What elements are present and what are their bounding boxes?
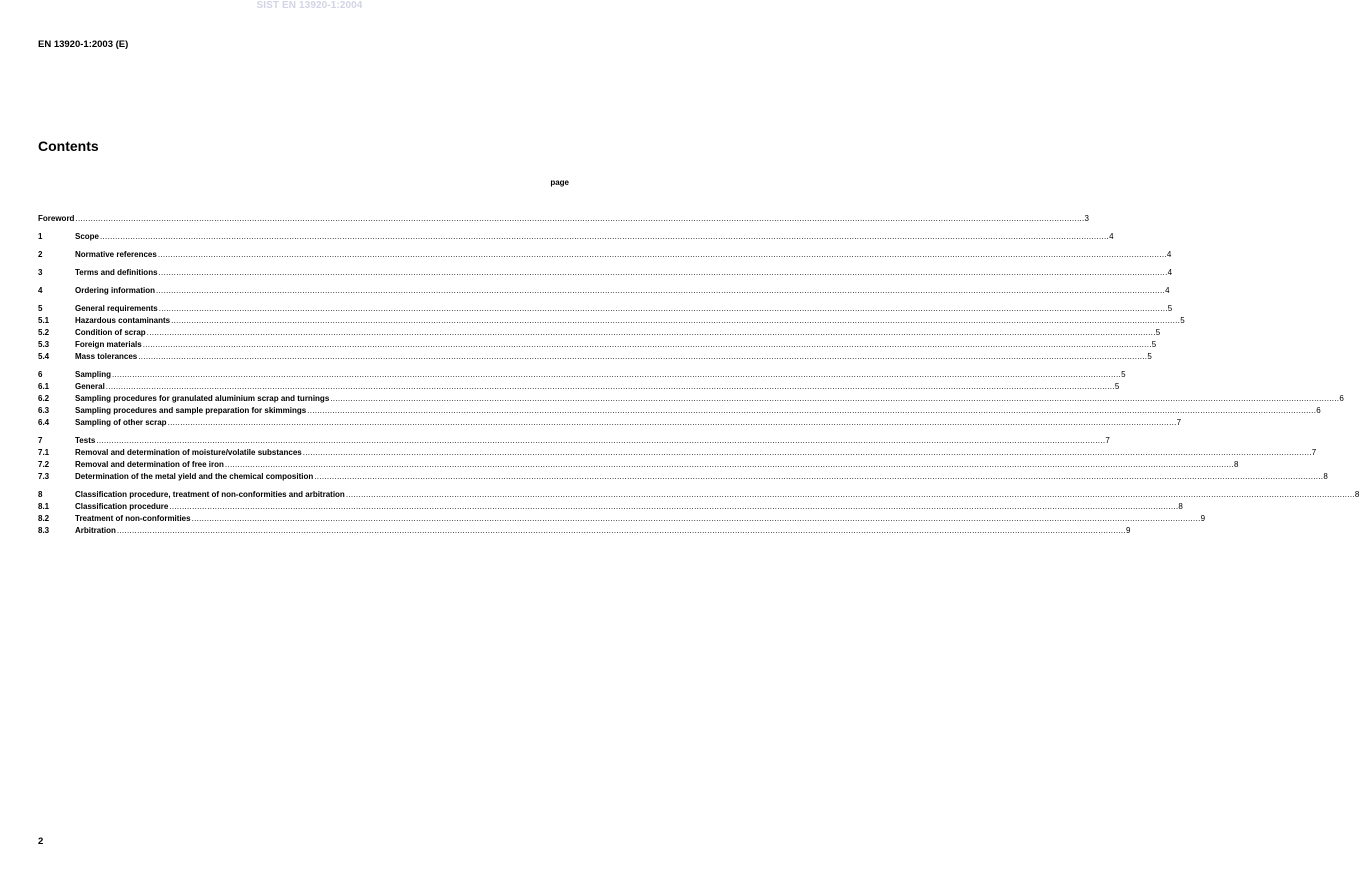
toc-entry-page: 3 bbox=[1084, 214, 1089, 223]
toc-entry[interactable] bbox=[38, 501, 1183, 513]
toc-entry-number: 1 bbox=[38, 232, 43, 241]
toc-entry-line bbox=[75, 315, 1185, 327]
dot-leader: ................................................................................................................................................................................................................................................................................................................................................................................................................ bbox=[224, 460, 1234, 469]
toc-entry-number: 8.1 bbox=[38, 502, 50, 511]
dot-leader: ................................................................................................................................................................................................................................................................................................................................................................................................................ bbox=[105, 382, 1115, 391]
toc-entry-page: 8 bbox=[1233, 460, 1239, 469]
toc-entry-page: 5 bbox=[1180, 316, 1185, 325]
toc-entry-title: Ordering information bbox=[75, 286, 155, 295]
toc-entry[interactable] bbox=[38, 459, 1239, 471]
toc-entry-page: 8 bbox=[1354, 490, 1359, 499]
toc-entry[interactable] bbox=[38, 327, 1161, 339]
toc-entry[interactable] bbox=[38, 351, 1152, 363]
toc-entry-number: 6.3 bbox=[38, 406, 50, 415]
toc-entry[interactable] bbox=[38, 303, 1173, 315]
toc-entry-number: 8.3 bbox=[38, 526, 50, 535]
toc-entry[interactable] bbox=[38, 405, 1321, 417]
toc-entry-line bbox=[75, 339, 1157, 351]
page-column-label: page bbox=[550, 178, 569, 187]
dot-leader: ................................................................................................................................................................................................................................................................................................................................................................................................................ bbox=[167, 418, 1177, 427]
toc-entry-line bbox=[75, 231, 1114, 243]
toc-entry-line bbox=[75, 285, 1170, 297]
toc-entry-line bbox=[38, 213, 1089, 225]
toc-entry[interactable] bbox=[38, 315, 1185, 327]
toc-entry[interactable] bbox=[38, 435, 1110, 447]
toc-entry-number: 6.4 bbox=[38, 418, 50, 427]
toc-entry[interactable] bbox=[38, 513, 1206, 525]
toc-entry-title: Sampling procedures for granulated aluminium scrap and turnings bbox=[75, 394, 330, 403]
toc-entry-line bbox=[75, 249, 1172, 261]
toc-entry[interactable] bbox=[38, 447, 1317, 459]
toc-entry-title: Sampling of other scrap bbox=[75, 418, 167, 427]
toc-entry-number: 6 bbox=[38, 370, 43, 379]
toc-entry-page: 5 bbox=[1121, 370, 1126, 379]
toc-entry-page: 6 bbox=[1316, 406, 1321, 415]
toc-entry-page: 9 bbox=[1200, 514, 1206, 523]
toc-entry-title: Classification procedure, treatment of non-conformities and arbitration bbox=[75, 490, 345, 499]
dot-leader: ................................................................................................................................................................................................................................................................................................................................................................................................................ bbox=[116, 526, 1126, 535]
dot-leader: ................................................................................................................................................................................................................................................................................................................................................................................................................ bbox=[330, 394, 1340, 403]
toc-entry-page: 5 bbox=[1114, 382, 1120, 391]
toc-entry-title: General requirements bbox=[75, 304, 158, 313]
toc-entry-page: 4 bbox=[1109, 232, 1114, 241]
toc-entry-number: 3 bbox=[38, 268, 43, 277]
dot-leader: ................................................................................................................................................................................................................................................................................................................................................................................................................ bbox=[171, 316, 1181, 325]
toc-entry[interactable] bbox=[38, 381, 1120, 393]
toc-entry-line bbox=[75, 501, 1183, 513]
toc-entry[interactable] bbox=[38, 213, 1089, 225]
dot-leader: ................................................................................................................................................................................................................................................................................................................................................................................................................ bbox=[112, 370, 1122, 379]
dot-leader: ................................................................................................................................................................................................................................................................................................................................................................................................................ bbox=[302, 448, 1312, 457]
toc-entry-line bbox=[75, 393, 1344, 405]
toc-entry-page: 4 bbox=[1165, 286, 1170, 295]
toc-entry-page: 5 bbox=[1147, 352, 1152, 361]
toc-entry-title: Sampling procedures and sample preparation for skimmings bbox=[75, 406, 307, 415]
toc-entry-number: 8.2 bbox=[38, 514, 50, 523]
toc-entry-line bbox=[75, 267, 1173, 279]
toc-entry-page: 4 bbox=[1167, 268, 1173, 277]
toc-entry-title: Normative references bbox=[75, 250, 157, 259]
dot-leader: ................................................................................................................................................................................................................................................................................................................................................................................................................ bbox=[158, 304, 1168, 313]
toc-entry-line bbox=[75, 369, 1126, 381]
toc-entry-title: Terms and definitions bbox=[75, 268, 158, 277]
dot-leader: ................................................................................................................................................................................................................................................................................................................................................................................................................ bbox=[307, 406, 1317, 415]
toc-entry[interactable] bbox=[38, 267, 1173, 279]
toc-entry-line bbox=[75, 327, 1161, 339]
dot-leader: ................................................................................................................................................................................................................................................................................................................................................................................................................ bbox=[96, 436, 1106, 445]
table-of-contents bbox=[38, 213, 1359, 537]
dot-leader: ................................................................................................................................................................................................................................................................................................................................................................................................................ bbox=[156, 286, 1166, 295]
toc-entry-title: Hazardous contaminants bbox=[75, 316, 171, 325]
toc-entry-page: 6 bbox=[1339, 394, 1344, 403]
toc-entry-number: 5.4 bbox=[38, 352, 50, 361]
toc-entry-line bbox=[75, 435, 1110, 447]
toc-entry-line bbox=[75, 447, 1317, 459]
toc-entry-line bbox=[75, 525, 1131, 537]
toc-entry-number: 7.1 bbox=[38, 448, 50, 457]
dot-leader: ................................................................................................................................................................................................................................................................................................................................................................................................................ bbox=[138, 352, 1148, 361]
watermark: SIST EN 13920-1:2004 bbox=[256, 0, 363, 11]
toc-entry[interactable] bbox=[38, 393, 1344, 405]
dot-leader: ................................................................................................................................................................................................................................................................................................................................................................................................................ bbox=[75, 214, 1085, 223]
toc-entry-title: Removal and determination of moisture/volatile substances bbox=[75, 448, 302, 457]
toc-entry-number: 5.2 bbox=[38, 328, 50, 337]
page-title: Contents bbox=[38, 138, 99, 154]
toc-entry-title: General bbox=[75, 382, 105, 391]
toc-entry-page: 5 bbox=[1155, 328, 1161, 337]
toc-entry-line bbox=[75, 351, 1152, 363]
toc-entry-page: 8 bbox=[1323, 472, 1328, 481]
toc-entry-title: Tests bbox=[75, 436, 96, 445]
dot-leader: ................................................................................................................................................................................................................................................................................................................................................................................................................ bbox=[345, 490, 1355, 499]
toc-entry-title: Classification procedure bbox=[75, 502, 169, 511]
dot-leader: ................................................................................................................................................................................................................................................................................................................................................................................................................ bbox=[157, 250, 1167, 259]
toc-entry-title: Condition of scrap bbox=[75, 328, 146, 337]
toc-entry-number: 5.1 bbox=[38, 316, 50, 325]
toc-entry[interactable] bbox=[38, 417, 1182, 429]
toc-entry-line bbox=[75, 381, 1120, 393]
toc-entry-page: 5 bbox=[1167, 304, 1173, 313]
toc-entry-line bbox=[75, 405, 1321, 417]
toc-entry-page: 7 bbox=[1105, 436, 1110, 445]
toc-entry-title: Removal and determination of free iron bbox=[75, 460, 224, 469]
toc-entry-title: Treatment of non-conformities bbox=[75, 514, 191, 523]
dot-leader: ................................................................................................................................................................................................................................................................................................................................................................................................................ bbox=[169, 502, 1179, 511]
toc-entry-page: 9 bbox=[1125, 526, 1131, 535]
toc-entry[interactable] bbox=[38, 249, 1172, 261]
toc-entry-number: 5.3 bbox=[38, 340, 50, 349]
toc-entry-title: Foreword bbox=[38, 214, 75, 223]
toc-entry-number: 8 bbox=[38, 490, 43, 499]
toc-entry-page: 7 bbox=[1176, 418, 1182, 427]
toc-entry[interactable] bbox=[38, 471, 1328, 483]
toc-entry-title: Scope bbox=[75, 232, 100, 241]
toc-entry-number: 4 bbox=[38, 286, 43, 295]
toc-entry-number: 2 bbox=[38, 250, 43, 259]
toc-entry-page: 4 bbox=[1166, 250, 1172, 259]
toc-entry-title: Foreign materials bbox=[75, 340, 142, 349]
toc-entry-line bbox=[75, 489, 1359, 501]
toc-entry-number: 7.3 bbox=[38, 472, 50, 481]
toc-entry[interactable] bbox=[38, 369, 1126, 381]
toc-entry-number: 7.2 bbox=[38, 460, 50, 469]
toc-entry-title: Mass tolerances bbox=[75, 352, 138, 361]
dot-leader: ................................................................................................................................................................................................................................................................................................................................................................................................................ bbox=[314, 472, 1324, 481]
dot-leader: ................................................................................................................................................................................................................................................................................................................................................................................................................ bbox=[100, 232, 1110, 241]
dot-leader: ................................................................................................................................................................................................................................................................................................................................................................................................................ bbox=[191, 514, 1201, 523]
toc-entry-line bbox=[75, 303, 1173, 315]
dot-leader: ................................................................................................................................................................................................................................................................................................................................................................................................................ bbox=[142, 340, 1152, 349]
toc-entry-number: 6.2 bbox=[38, 394, 50, 403]
toc-entry-line bbox=[75, 417, 1182, 429]
toc-entry-number: 6.1 bbox=[38, 382, 50, 391]
toc-entry-number: 7 bbox=[38, 436, 43, 445]
toc-entry[interactable] bbox=[38, 489, 1359, 501]
toc-entry-number: 5 bbox=[38, 304, 43, 313]
toc-entry-line bbox=[75, 513, 1206, 525]
toc-entry[interactable] bbox=[38, 285, 1170, 297]
dot-leader: ................................................................................................................................................................................................................................................................................................................................................................................................................ bbox=[158, 268, 1168, 277]
toc-entry-title: Sampling bbox=[75, 370, 112, 379]
toc-entry-title: Arbitration bbox=[75, 526, 116, 535]
dot-leader: ................................................................................................................................................................................................................................................................................................................................................................................................................ bbox=[146, 328, 1156, 337]
toc-entry[interactable] bbox=[38, 339, 1157, 351]
page-number: 2 bbox=[38, 836, 44, 847]
toc-entry-page: 7 bbox=[1311, 448, 1317, 457]
toc-entry-line bbox=[75, 471, 1328, 483]
toc-entry[interactable] bbox=[38, 231, 1114, 243]
toc-entry[interactable] bbox=[38, 525, 1131, 537]
toc-entry-title: Determination of the metal yield and the chemical composition bbox=[75, 472, 314, 481]
toc-entry-line bbox=[75, 459, 1239, 471]
toc-entry-page: 5 bbox=[1151, 340, 1157, 349]
toc-entry-page: 8 bbox=[1178, 502, 1183, 511]
document-id: EN 13920-1:2003 (E) bbox=[38, 39, 129, 50]
